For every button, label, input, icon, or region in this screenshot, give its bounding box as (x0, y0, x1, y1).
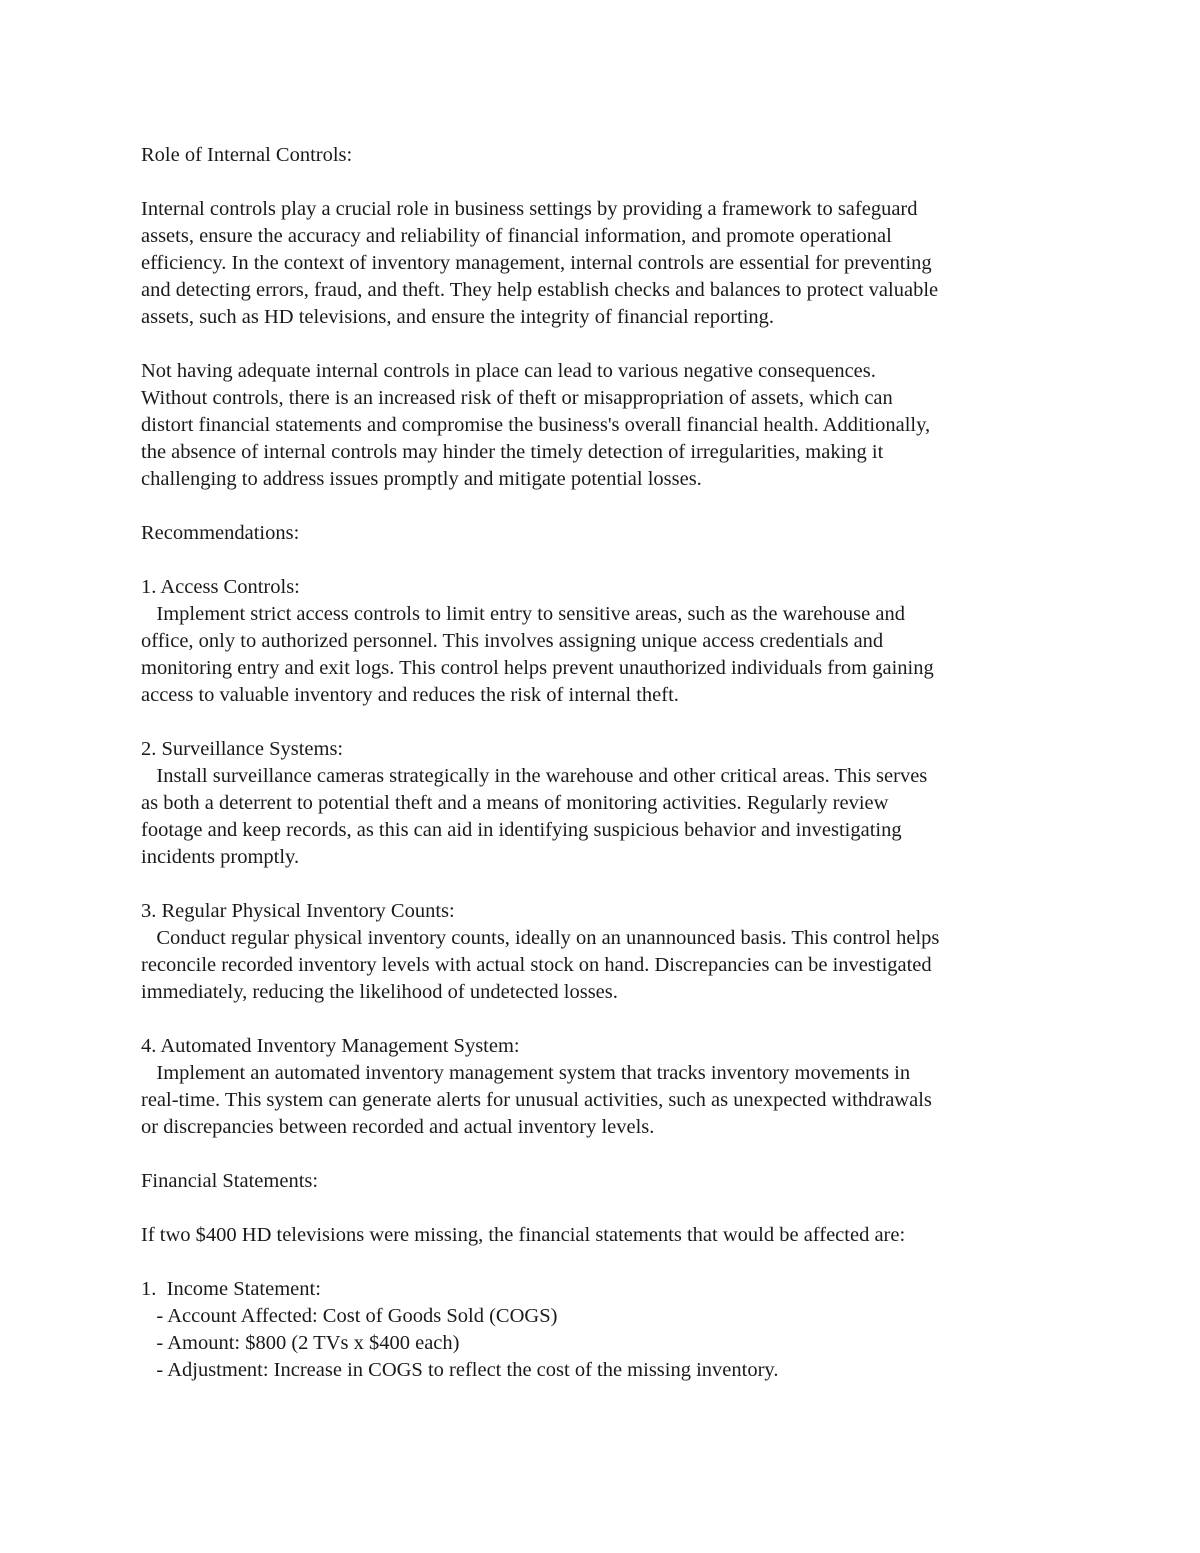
blank-line (141, 1006, 1071, 1033)
paragraph-line: If two $400 HD televisions were missing, the financial statements that would be affected are: (141, 1224, 906, 1246)
paragraph-line: and detecting errors, fraud, and theft. They help establish checks and balances to protect valuable (141, 279, 939, 301)
blank-line (141, 169, 1071, 196)
paragraph-line: assets, ensure the accuracy and reliability of financial information, and promote operational (141, 225, 892, 247)
document-page (141, 142, 1071, 1384)
paragraph-line: the absence of internal controls may hinder the timely detection of irregularities, making it (141, 441, 884, 463)
paragraph-line: Conduct regular physical inventory counts, ideally on an unannounced basis. This control helps (141, 927, 940, 949)
paragraph-line: access to valuable inventory and reduces the risk of internal theft. (141, 684, 679, 706)
paragraph-line: office, only to authorized personnel. This involves assigning unique access credentials and (141, 630, 884, 652)
paragraph-line: challenging to address issues promptly and mitigate potential losses. (141, 468, 702, 490)
blank-line (141, 493, 1071, 520)
list-item-heading-surveillance-systems: 2. Surveillance Systems: (141, 738, 344, 760)
bullet-account-affected: - Account Affected: Cost of Goods Sold (COGS) (141, 1305, 558, 1327)
paragraph-line: Not having adequate internal controls in place can lead to various negative consequences. (141, 360, 876, 382)
paragraph-line: assets, such as HD televisions, and ensure the integrity of financial reporting. (141, 306, 775, 328)
paragraph-line: as both a deterrent to potential theft and a means of monitoring activities. Regularly review (141, 792, 889, 814)
list-item-heading-automated-inventory-system: 4. Automated Inventory Management System: (141, 1035, 520, 1057)
paragraph-line: Install surveillance cameras strategically in the warehouse and other critical areas. This serves (141, 765, 928, 787)
paragraph-line: efficiency. In the context of inventory management, internal controls are essential for preventing (141, 252, 932, 274)
paragraph-line: real-time. This system can generate alerts for unusual activities, such as unexpected withdrawals (141, 1089, 932, 1111)
paragraph-line: reconcile recorded inventory levels with actual stock on hand. Discrepancies can be investigated (141, 954, 932, 976)
paragraph-line: Internal controls play a crucial role in business settings by providing a framework to safeguard (141, 198, 918, 220)
list-item-heading-income-statement: 1. Income Statement: (141, 1278, 321, 1300)
blank-line (141, 1195, 1071, 1222)
list-item-heading-physical-inventory-counts: 3. Regular Physical Inventory Counts: (141, 900, 455, 922)
blank-line (141, 709, 1071, 736)
paragraph-line: footage and keep records, as this can aid in identifying suspicious behavior and investigating (141, 819, 902, 841)
list-item-heading-access-controls: 1. Access Controls: (141, 576, 300, 598)
section-heading-recommendations: Recommendations: (141, 522, 300, 544)
paragraph-line: monitoring entry and exit logs. This control helps prevent unauthorized individuals from gaining (141, 657, 934, 679)
section-heading-role-of-internal-controls: Role of Internal Controls: (141, 144, 353, 166)
paragraph-line: incidents promptly. (141, 846, 300, 868)
blank-line (141, 1141, 1071, 1168)
paragraph-line: Implement an automated inventory management system that tracks inventory movements in (141, 1062, 911, 1084)
blank-line (141, 871, 1071, 898)
paragraph-line: immediately, reducing the likelihood of undetected losses. (141, 981, 618, 1003)
bullet-amount: - Amount: $800 (2 TVs x $400 each) (141, 1332, 460, 1354)
paragraph-line: Without controls, there is an increased risk of theft or misappropriation of assets, which can (141, 387, 893, 409)
blank-line (141, 331, 1071, 358)
bullet-adjustment: - Adjustment: Increase in COGS to reflect the cost of the missing inventory. (141, 1359, 779, 1381)
section-heading-financial-statements: Financial Statements: (141, 1170, 319, 1192)
blank-line (141, 547, 1071, 574)
paragraph-line: Implement strict access controls to limit entry to sensitive areas, such as the warehouse and (141, 603, 905, 625)
paragraph-line: or discrepancies between recorded and actual inventory levels. (141, 1116, 655, 1138)
blank-line (141, 1249, 1071, 1276)
paragraph-line: distort financial statements and compromise the business's overall financial health. Additionally, (141, 414, 931, 436)
